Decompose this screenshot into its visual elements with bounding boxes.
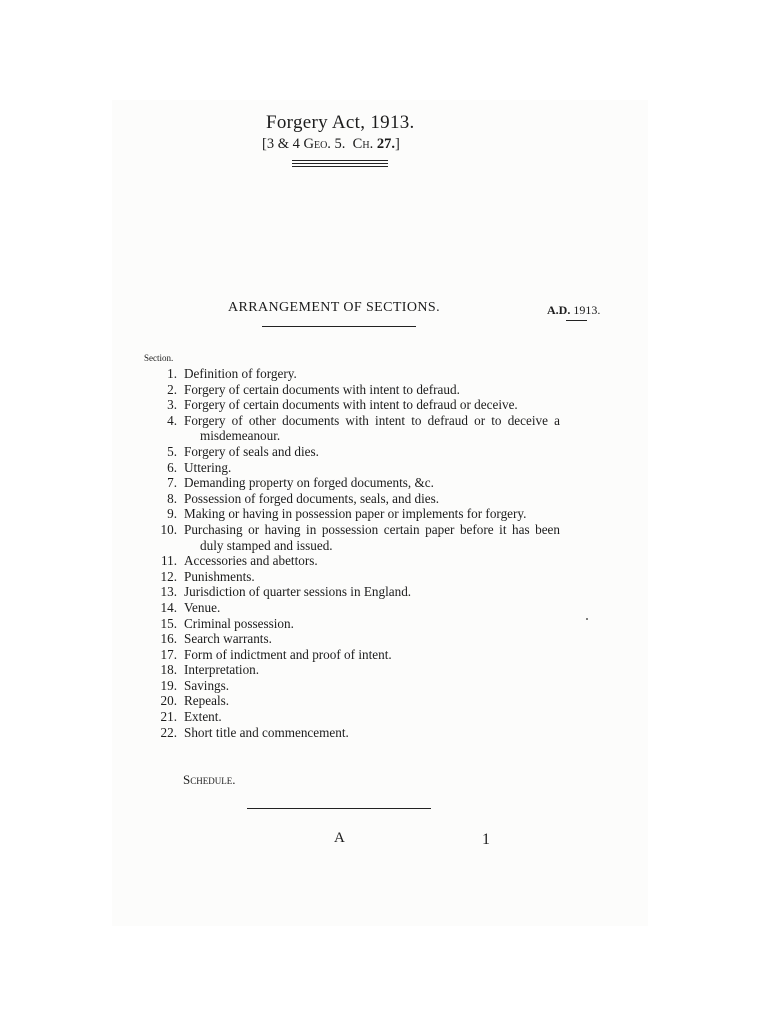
section-number: 14. <box>160 599 177 615</box>
margin-era: A.D. <box>547 303 571 317</box>
section-item <box>140 444 560 460</box>
title-double-rule <box>292 160 388 164</box>
section-item <box>140 491 560 507</box>
section-title: Interpretation. <box>184 662 260 678</box>
section-title: Punishments. <box>184 568 255 584</box>
section-number: 17. <box>160 646 177 662</box>
section-number: 10. <box>160 521 177 537</box>
section-title: Savings. <box>184 677 230 693</box>
act-citation <box>262 136 400 153</box>
section-title: Forgery of other documents with intent to defraud or to deceive a misdemeanour. <box>184 412 560 444</box>
section-title: Definition of forgery. <box>184 366 297 381</box>
section-number: 9. <box>167 506 177 522</box>
section-title: Jurisdiction of quarter sessions in England. <box>184 584 412 600</box>
section-item <box>140 506 560 522</box>
section-title: Forgery of seals and dies. <box>184 443 319 459</box>
citation-year: 5. <box>334 136 346 152</box>
section-title: Search warrants. <box>184 631 272 647</box>
section-title: Forgery of certain documents with intent to defraud. <box>184 381 460 397</box>
section-number: 21. <box>160 709 177 725</box>
section-item <box>140 600 560 616</box>
section-title: Uttering. <box>184 459 232 475</box>
section-title: Possession of forged documents, seals, and dies. <box>184 490 440 506</box>
section-item <box>140 569 560 585</box>
section-number: 12. <box>160 568 177 584</box>
section-title: Forgery of certain documents with intent to defraud or deceive. <box>184 397 518 413</box>
section-number: 7. <box>167 475 177 491</box>
section-item <box>140 366 560 382</box>
section-number: 3. <box>167 397 177 413</box>
section-item <box>140 678 560 694</box>
section-number: 2. <box>167 381 177 397</box>
section-number: 20. <box>160 693 177 709</box>
margin-year-rule <box>566 320 587 321</box>
section-item <box>140 662 560 678</box>
section-number: 6. <box>167 459 177 475</box>
section-number: 1. <box>167 366 177 381</box>
page-number: 1 <box>482 831 490 848</box>
citation-chapter-number: 27. <box>376 136 395 152</box>
section-title: Accessories and abettors. <box>184 553 318 569</box>
section-item <box>140 616 560 632</box>
citation-prefix: [3 & 4 <box>262 136 300 152</box>
section-heading: ARRANGEMENT OF SECTIONS. <box>228 300 440 315</box>
section-number: 19. <box>160 677 177 693</box>
citation-suffix: ] <box>394 136 400 152</box>
sections-list <box>140 366 560 740</box>
section-number: 8. <box>167 490 177 506</box>
margin-year-note <box>547 303 600 318</box>
section-item <box>140 460 560 476</box>
section-title: Making or having in possession paper or implements for forgery. <box>184 506 527 522</box>
section-item <box>140 725 560 741</box>
section-number: 15. <box>160 615 177 631</box>
section-item <box>140 382 560 398</box>
signature-mark: A <box>334 830 345 846</box>
section-item <box>140 553 560 569</box>
section-number: 22. <box>160 724 177 740</box>
section-number: 4. <box>167 412 177 428</box>
citation-reign: Geo. <box>303 136 331 152</box>
section-item <box>140 709 560 725</box>
section-column-label: Section. <box>144 353 174 363</box>
section-item <box>140 693 560 709</box>
section-item <box>140 584 560 600</box>
act-title: Forgery Act, 1913. <box>266 112 415 133</box>
title-single-rule <box>292 166 388 167</box>
section-item <box>140 413 560 444</box>
section-number: 5. <box>167 443 177 459</box>
section-title: Purchasing or having in possession certain paper before it has been duly stamped and issued. <box>184 521 560 553</box>
print-speck <box>586 618 588 620</box>
bottom-rule <box>247 808 431 809</box>
section-item <box>140 631 560 647</box>
section-title: Criminal possession. <box>184 615 294 631</box>
heading-rule <box>262 326 416 327</box>
section-item <box>140 647 560 663</box>
section-item <box>140 522 560 553</box>
section-number: 13. <box>160 584 177 600</box>
citation-chapter-abbr: Ch. <box>352 136 374 152</box>
section-title: Repeals. <box>184 693 230 709</box>
section-title: Form of indictment and proof of intent. <box>184 646 392 662</box>
section-number: 11. <box>161 553 177 569</box>
schedule-entry: Schedule. <box>183 772 236 787</box>
section-number: 18. <box>160 662 177 678</box>
section-title: Extent. <box>184 709 222 725</box>
section-title: Venue. <box>184 599 221 615</box>
section-title: Demanding property on forged documents, &c. <box>184 475 434 491</box>
section-item <box>140 475 560 491</box>
section-item <box>140 397 560 413</box>
margin-year: 1913. <box>573 303 601 317</box>
section-title: Short title and commencement. <box>184 724 349 740</box>
section-number: 16. <box>160 631 177 647</box>
